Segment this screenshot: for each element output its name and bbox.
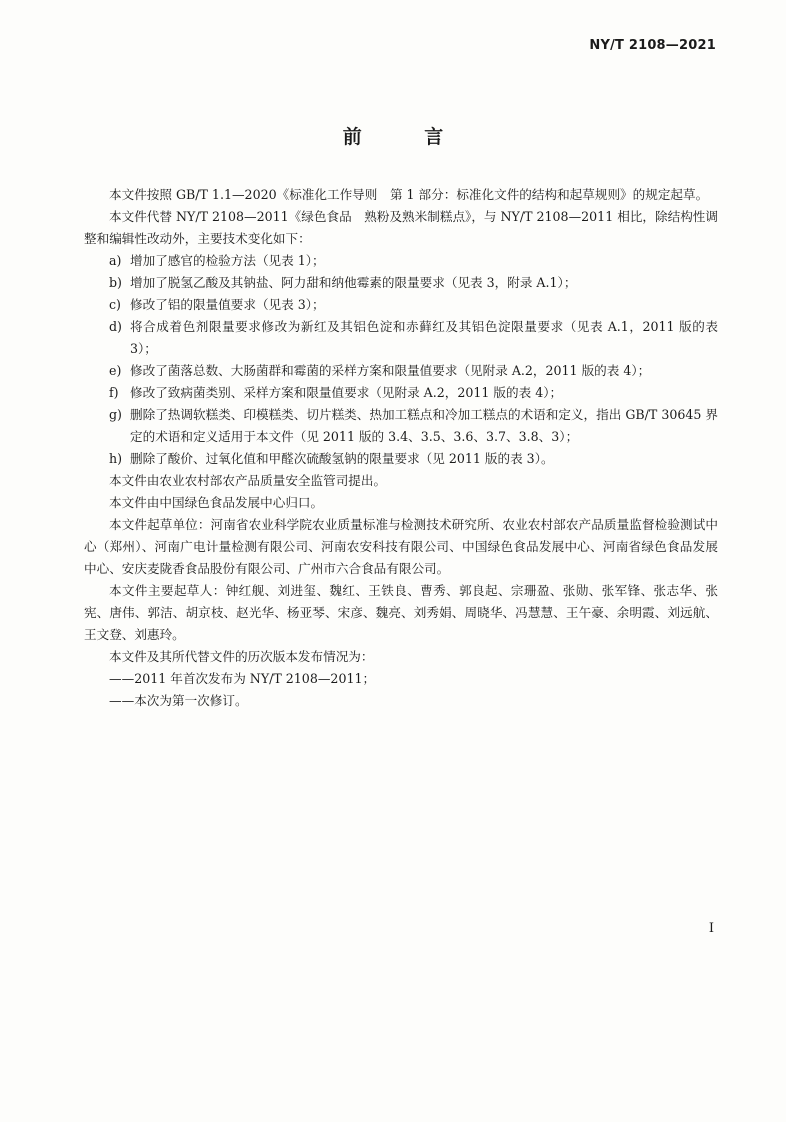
list-item-text: 删除了酸价、过氧化值和甲醛次硫酸氢钠的限量要求（见 2011 版的表 3）。 <box>130 451 554 466</box>
standard-number: NY/T 2108—2021 <box>589 38 716 53</box>
page-title: 前 言 <box>342 126 472 148</box>
proposer-paragraph: 本文件由农业农村部农产品质量安全监管司提出。 <box>109 473 387 488</box>
list-item <box>84 250 718 272</box>
intro-paragraph-2: 本文件代替 NY/T 2108—2011《绿色食品 熟粉及熟米制糕点》，与 NY/T 2108—2011 相比，除结构性调整和编辑性改动外，主要技术变化如下： <box>84 209 718 246</box>
list-item-text: 增加了脱氢乙酸及其钠盐、阿力甜和纳他霉素的限量要求（见表 3，附录 A.1）； <box>130 275 577 290</box>
drafters-paragraph: 本文件主要起草人：钟红舰、刘进玺、魏红、王铁良、曹秀、郭良起、宗珊盈、张勋、张军锋、张志华、张宪、唐伟、郭洁、胡京枝、赵光华、杨亚琴、宋彦、魏亮、刘秀娟、周晓华、冯慧慧、王午豪、余明霞、刘远航、王文登、刘惠玲。 <box>84 583 718 642</box>
list-item <box>84 360 718 382</box>
list-item-text: 删除了热调软糕类、印模糕类、切片糕类、热加工糕点和冷加工糕点的术语和定义，指出 GB/T 30645 界定的术语和定义适用于本文件（见 2011 版的 3.4、3.5、3.6、3.7、3.8、3）； <box>130 407 718 444</box>
changes-list <box>84 250 718 470</box>
list-marker: b) <box>109 275 122 290</box>
list-item <box>84 382 718 404</box>
list-item <box>84 294 718 316</box>
list-item <box>84 316 718 360</box>
page-number: I <box>708 921 714 936</box>
list-item-text: 修改了致病菌类别、采样方案和限量值要求（见附录 A.2，2011 版的表 4）； <box>130 385 563 400</box>
intro-paragraph-1: 本文件按照 GB/T 1.1—2020《标准化工作导则 第 1 部分：标准化文件的结构和起草规则》的规定起草。 <box>109 187 709 202</box>
list-marker: g) <box>109 407 122 422</box>
history-intro-paragraph: 本文件及其所代替文件的历次版本发布情况为： <box>109 649 374 664</box>
list-marker: h) <box>109 451 123 466</box>
history-item: ——本次为第一次修订。 <box>109 693 248 708</box>
list-marker: a) <box>109 253 122 268</box>
list-item <box>84 448 718 470</box>
list-item-text: 增加了感官的检验方法（见表 1）； <box>130 253 325 268</box>
list-item-text: 修改了菌落总数、大肠菌群和霉菌的采样方案和限量值要求（见附录 A.2，2011 版的表 4）； <box>130 363 651 378</box>
list-item-text: 将合成着色剂限量要求修改为新红及其铝色淀和赤藓红及其铝色淀限量要求（见表 A.1，2011 版的表 3）； <box>130 319 718 356</box>
list-item <box>84 272 718 294</box>
list-marker: c) <box>109 297 121 312</box>
list-item-text: 修改了铝的限量值要求（见表 3）； <box>130 297 325 312</box>
list-item <box>84 404 718 448</box>
foreword-body <box>84 184 718 712</box>
administrator-paragraph: 本文件由中国绿色食品发展中心归口。 <box>109 495 324 510</box>
list-marker: e) <box>109 363 122 378</box>
drafting-units-paragraph: 本文件起草单位：河南省农业科学院农业质量标准与检测技术研究所、农业农村部农产品质量监督检验测试中心（郑州）、河南广电计量检测有限公司、河南农安科技有限公司、中国绿色食品发展中心、河南省绿色食品发展中心、安庆麦陇香食品股份有限公司、广州市六合食品有限公司。 <box>84 517 718 576</box>
list-marker: d) <box>109 319 122 334</box>
list-marker: f) <box>109 385 119 400</box>
history-item: ——2011 年首次发布为 NY/T 2108—2011； <box>109 671 376 686</box>
